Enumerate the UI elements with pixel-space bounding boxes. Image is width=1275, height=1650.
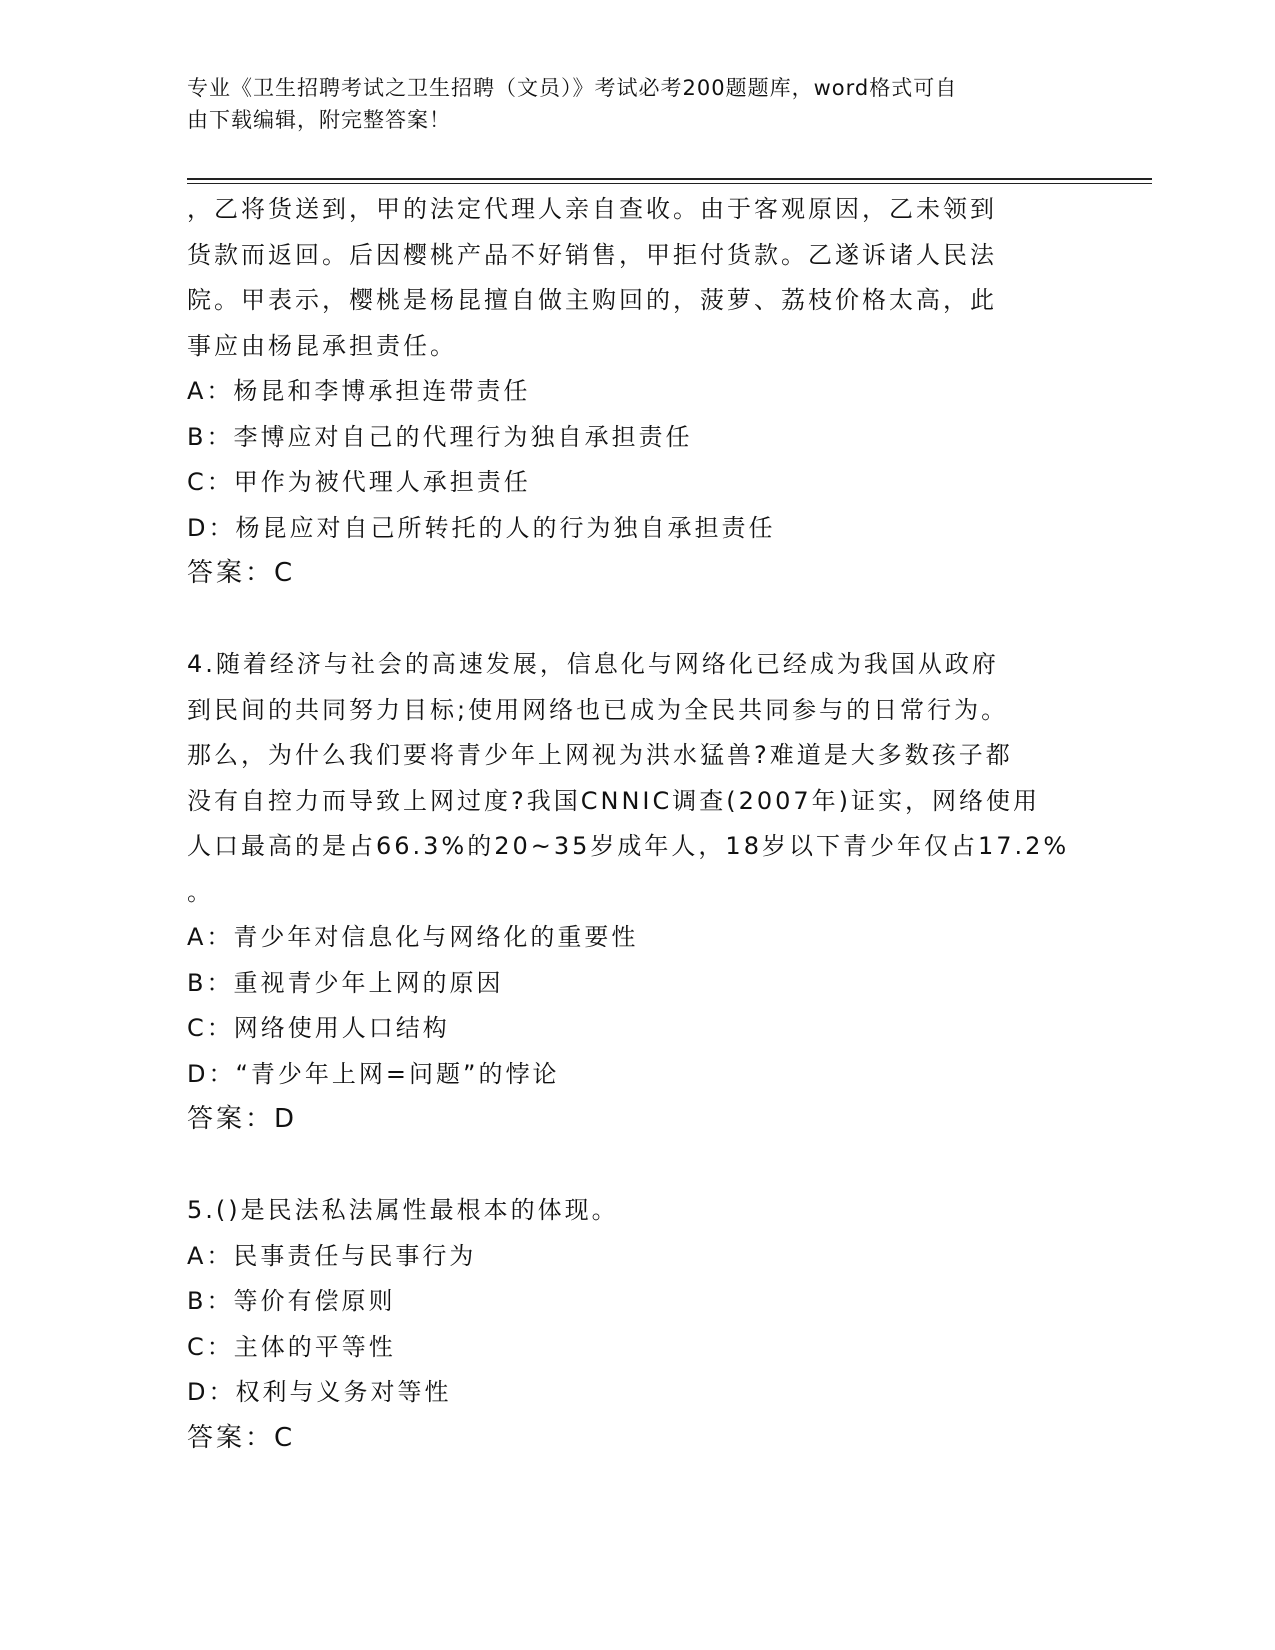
question-3-block: [187, 187, 1097, 597]
option-d: D：“青少年上网=问题”的悖论: [187, 1059, 560, 1088]
option-d: D：权利与义务对等性: [187, 1378, 452, 1406]
option-c: C：网络使用人口结构: [187, 1014, 450, 1042]
question-text-line: ，乙将货送到，甲的法定代理人亲自查收。由于客观原因，乙未领到: [187, 195, 997, 223]
header-divider-thick: [187, 178, 1152, 180]
question-text-line: 。: [187, 877, 214, 906]
question-text-line: 那么，为什么我们要将青少年上网视为洪水猛兽?难道是大多数孩子都: [187, 741, 1013, 769]
question-text-line: 到民间的共同努力目标;使用网络也已成为全民共同参与的日常行为。: [187, 695, 1009, 724]
option-a: A：杨昆和李博承担连带责任: [187, 377, 531, 405]
option-d: D：杨昆应对自己所转托的人的行为独自承担责任: [187, 513, 776, 542]
question-text-line: 5.()是民法私法属性最根本的体现。: [187, 1196, 619, 1224]
option-a: A：青少年对信息化与网络化的重要性: [187, 923, 639, 951]
spacer: [187, 597, 1097, 643]
answer-label: 答案：C: [187, 1422, 296, 1453]
answer-label: 答案：D: [187, 1104, 298, 1134]
page-header: [187, 72, 1067, 136]
option-c: C：主体的平等性: [187, 1332, 396, 1361]
option-c: C：甲作为被代理人承担责任: [187, 468, 531, 496]
answer-label: 答案：C: [187, 558, 296, 588]
option-a: A：民事责任与民事行为: [187, 1241, 477, 1270]
question-text-line: 没有自控力而导致上网过度?我国CNNIC调查(2007年)证实，网络使用: [187, 786, 1041, 815]
spacer: [187, 1143, 1097, 1189]
question-5-block: [187, 1188, 1097, 1461]
question-text-line: 事应由杨昆承担责任。: [187, 331, 457, 360]
header-divider-thin: [187, 183, 1152, 184]
option-b: B：等价有偿原则: [187, 1287, 396, 1315]
question-text-line: 院。甲表示，樱桃是杨昆擅自做主购回的，菠萝、荔枝价格太高，此: [187, 286, 997, 314]
option-b: B：李博应对自己的代理行为独自承担责任: [187, 422, 693, 451]
question-4-block: [187, 642, 1097, 1143]
header-title-line-2: 由下载编辑，附完整答案！: [187, 108, 451, 132]
question-text-line: 4.随着经济与社会的高速发展，信息化与网络化已经成为我国从政府: [187, 650, 999, 678]
header-title-line-1: 专业《卫生招聘考试之卫生招聘（文员）》考试必考200题题库，word格式可自: [187, 76, 958, 100]
question-content: [187, 187, 1097, 1461]
question-text-line: 人口最高的是占66.3%的20~35岁成年人，18岁以下青少年仅占17.2%: [187, 832, 1070, 860]
option-b: B：重视青少年上网的原因: [187, 968, 504, 997]
question-text-line: 货款而返回。后因樱桃产品不好销售，甲拒付货款。乙遂诉诸人民法: [187, 240, 997, 269]
